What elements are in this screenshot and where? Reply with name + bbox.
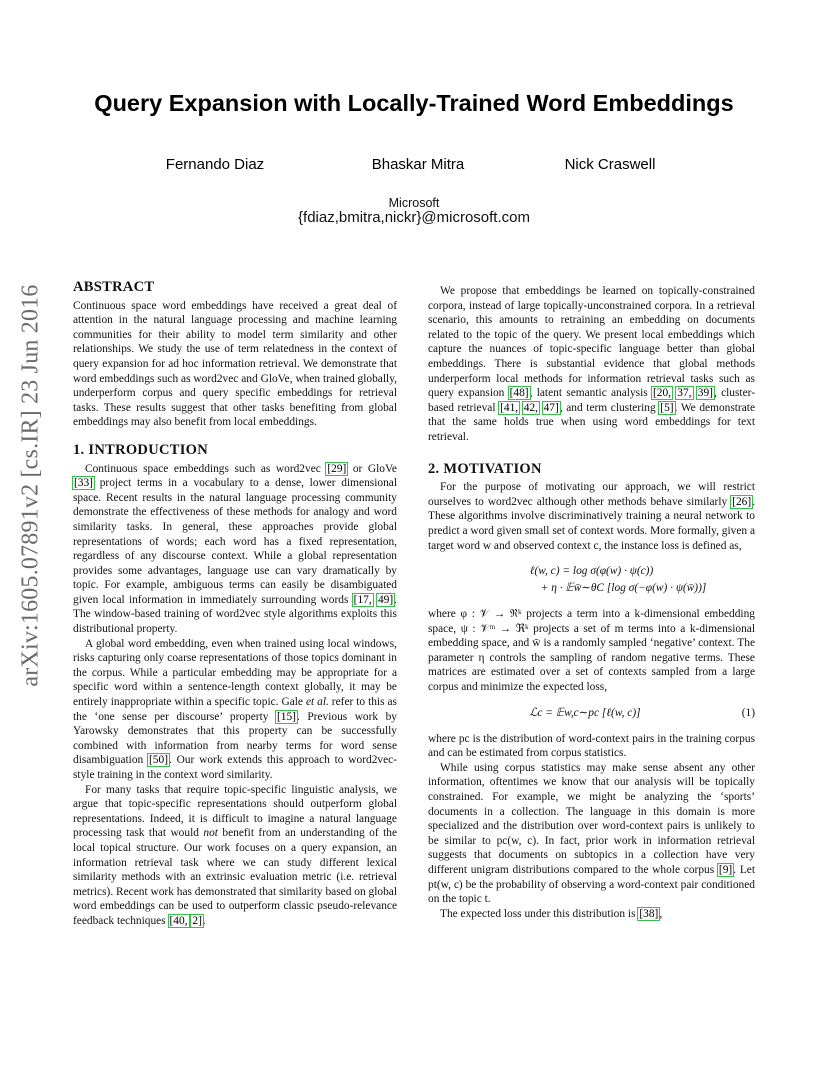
motivation-paragraph-3: where pc is the distribution of word-context pairs in the training corpus and can be estimated from corpus statistics. — [428, 732, 755, 760]
equation-instance-loss — [428, 563, 755, 597]
motivation-heading: 2. MOTIVATION — [428, 460, 542, 477]
equation-expected-loss — [428, 705, 755, 722]
right-column — [428, 284, 755, 921]
abstract-heading: ABSTRACT — [73, 279, 155, 295]
citation-link[interactable]: 42, — [523, 401, 538, 414]
citation-link[interactable]: [15] — [276, 710, 296, 723]
citation-link[interactable]: [38] — [639, 907, 659, 920]
equation-number: (1) — [741, 706, 755, 719]
citation-link[interactable]: [20, — [652, 387, 671, 400]
citation-link[interactable]: 47] — [543, 401, 559, 414]
citation-link[interactable]: [40, — [169, 914, 188, 927]
equation-line: ℒc = 𝔼w,c∼pc [ℓ(w, c)] — [529, 706, 641, 719]
citation-link[interactable]: 49] — [377, 593, 394, 606]
intro-paragraph-2: A global word embedding, even when trained using local windows, risks capturing only coarse representations of those topics dominant in the corpus. While a particular embedding may be appropriate for a specific word within a sentence-length context globally, it may be entirely inappropriate within a specific topic. Gale et al. refer to this as the ‘one sense per discourse’ property [15]. Previous work by Yarowsky demonstrates that this property can be successfully combined with information from nearby terms for word sense disambiguation [50]. Our work extends this approach to word2vec-style training in the context word similarity. — [73, 637, 398, 781]
author-email: {fdiaz,bmitra,nickr}@microsoft.com — [298, 209, 530, 226]
motivation-paragraph-4: While using corpus statistics may make sense absent any other information, oftentimes we know that our analysis will be topically constrained. For example, we might be analyzing the ‘sports’ documents in a collection. The language in this domain is more specialized and the distribution over word-context pairs is unlikely to be similar to pc(w, c). In fact, prior work in information retrieval suggests that documents on subtopics in a collection have very different unigram distributions compared to the whole corpus [9]. Let pt(w, c) be the probability of observing a word-context pair conditioned on the topic t. — [428, 761, 756, 906]
citation-link[interactable]: [26] — [732, 495, 752, 508]
citation-link[interactable]: [48] — [509, 387, 529, 400]
citation-link[interactable]: 39] — [697, 387, 713, 400]
abstract-text: Continuous space word embeddings have received a great deal of attention in the natural language processing and machine learning communities for their ability to model term similarity and other relationships. We study the use of term relatedness in the context of query expansion for ad hoc information retrieval. We demonstrate that word embeddings such as word2vec and GloVe, when trained globally, underperform corpus and query specific embeddings for retrieval tasks. These results suggest that other tasks benefiting from global embeddings may also benefit from local embeddings. — [73, 299, 397, 429]
motivation-paragraph-2: where φ : 𝒱 → ℜᵏ projects a term into a k-dimensional embedding space, ψ : 𝒱ᵐ → ℜᵏ projects a set of m terms into a k-dimensional embedding space, and w̄ is a randomly sampled ‘negative’ context. The parameter η controls the sampling of random negative terms. These matrices are estimated over a set of contexts sampled from a large corpus and minimize the expected loss, — [428, 608, 755, 694]
citation-link[interactable]: [17, — [353, 593, 372, 606]
author-name: Fernando Diaz — [165, 156, 265, 173]
author-name: Nick Craswell — [564, 156, 656, 173]
motivation-paragraph-1: For the purpose of motivating our approach, we will restrict ourselves to word2vec although other methods behave similarly [26]. These algorithms involve discriminatively training a neural network to predict a word given small set of context words. More formally, given a target word w and observed context c, the instance loss is defined as, — [428, 481, 755, 552]
citation-link[interactable]: [29] — [327, 462, 347, 475]
intro-paragraph-1: Continuous space embeddings such as word2vec [29] or GloVe [33] project terms in a vocabulary to a dense, lower dimensional space. Recent results in the natural language processing community demonstrate the effectiveness of these methods for analogy and word similarity tasks. In general, these approaches provide global representations of words; each word has a fixed representation, regardless of any discourse context. While a global representation provides some advantages, language use can vary dramatically by topic. For example, ambiguous terms can easily be disambiguated given local information in immediately surrounding words [17, 49]. The window-based training of word2vec style algorithms exploits this distributional property. — [73, 462, 397, 636]
author-name: Bhaskar Mitra — [371, 156, 465, 173]
citation-link[interactable]: 2] — [192, 914, 202, 927]
equation-line: ℓ(w, c) = log σ(φ(w) · ψ(c)) — [529, 565, 654, 578]
citation-link[interactable]: [9] — [718, 864, 733, 876]
citation-link[interactable]: [5] — [660, 401, 674, 414]
citation-link[interactable]: 37, — [677, 387, 692, 400]
intro-paragraph-4: We propose that embeddings be learned on topically-constrained corpora, instead of large topically-unconstrained corpora. In a retrieval scenario, this amounts to retraining an embedding on documents related to the topic of the query. We present local embeddings which capture the nuances of topic-specific language better than global embeddings. There is substantial evidence that global methods underperform local methods for information retrieval tasks such as query expansion [48], latent semantic analysis [20, 37, 39], cluster-based retrieval [41, 42, 47], and term clustering [5]. We demonstrate that the same holds true when using word embeddings for text retrieval. — [428, 285, 755, 443]
arxiv-identifier-text: arXiv:1605.07891v2 [cs.IR] 23 Jun 2016 — [17, 283, 44, 687]
affiliation: Microsoft — [388, 196, 440, 210]
motivation-paragraph-5: The expected loss under this distribution is [38], — [440, 907, 663, 920]
citation-link[interactable]: [50] — [149, 754, 168, 767]
paper-title: Query Expansion with Locally-Trained Word Embeddings — [94, 90, 734, 116]
left-column — [73, 280, 397, 929]
arxiv-identifier — [14, 283, 48, 687]
introduction-heading: 1. INTRODUCTION — [73, 441, 209, 458]
equation-line: + η · 𝔼w̄∼θC [log σ(−φ(w) · ψ(w̄))] — [540, 582, 707, 595]
citation-link[interactable]: [41, — [500, 401, 519, 414]
citation-link[interactable]: [33] — [74, 477, 93, 490]
intro-paragraph-3: For many tasks that require topic-specific linguistic analysis, we argue that topic-specific representations should outperform global representations. Indeed, it is difficult to imagine a natural language processing task that would not benefit from an understanding of the local topical structure. Our work focuses on a query expansion, an information retrieval task where we can study different lexical similarity methods with an extrinsic evaluation metric (i.e. retrieval metrics). Recent work has demonstrated that similarity based on global word embeddings can be used to outperform classic pseudo-relevance feedback techniques [40, 2]. — [73, 783, 398, 927]
